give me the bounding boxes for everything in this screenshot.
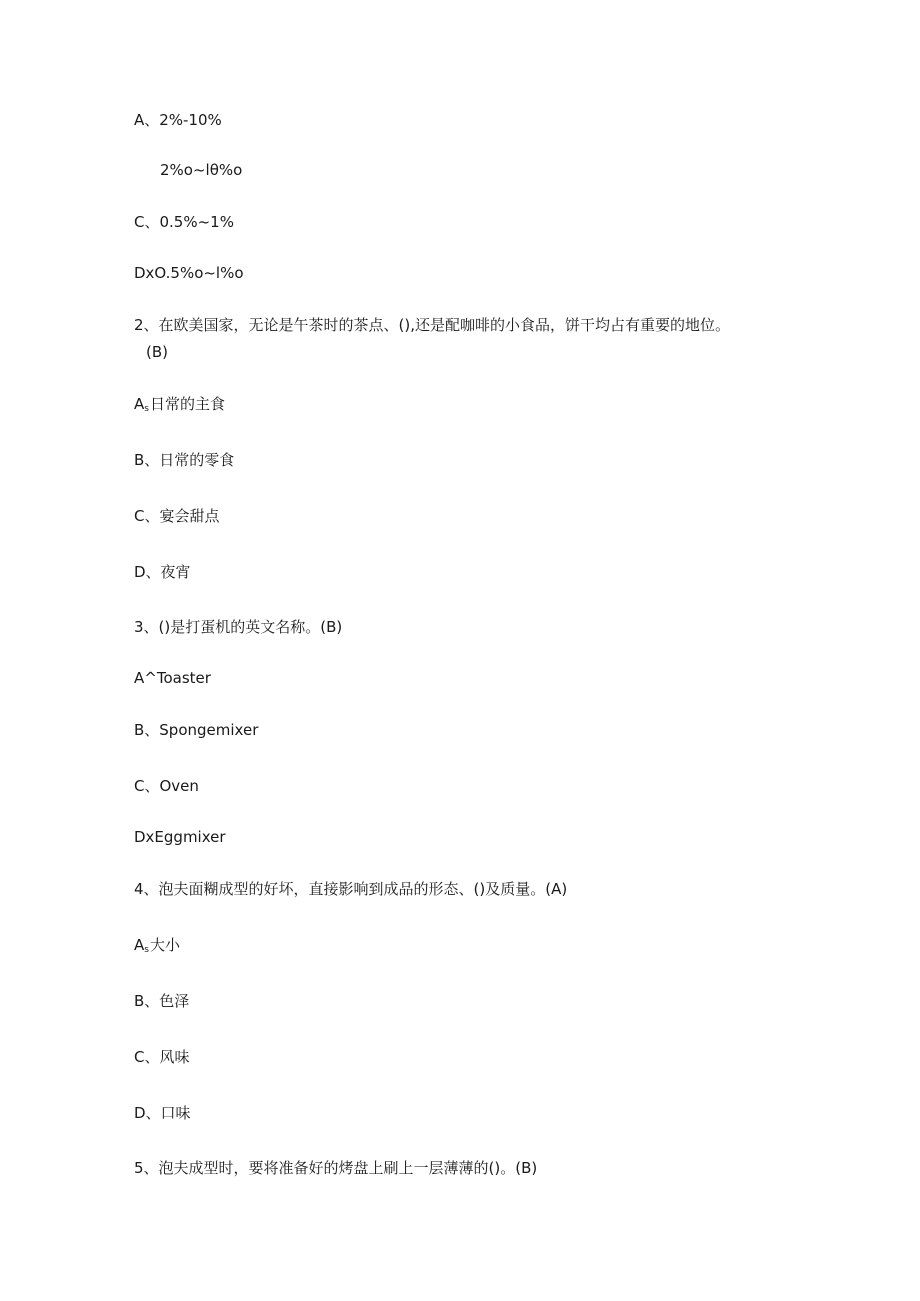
q3-option-d: DxEggmixer	[134, 828, 226, 846]
q1-option-c: C、0.5%~1%	[134, 213, 234, 231]
q2-option-a-prefix: A	[134, 395, 145, 413]
q2-option-a-sub: s	[144, 404, 149, 414]
q4-option-b: B、色泽	[134, 992, 190, 1010]
q1-option-b: 2%o~lθ%o	[160, 161, 243, 179]
q2-option-a	[134, 393, 225, 420]
q2-option-d: D、夜宵	[134, 563, 191, 581]
q4-option-a-sub: s	[144, 945, 149, 955]
q4-option-c: C、风味	[134, 1048, 190, 1066]
q3-stem: 3、()是打蛋机的英文名称。(B)	[134, 618, 343, 636]
q2-answer: (B)	[146, 343, 168, 361]
q3-option-c: C、Oven	[134, 777, 199, 795]
q4-option-a-prefix: A	[134, 936, 145, 954]
q4-option-a-text: 大小	[149, 936, 180, 954]
q2-option-c: C、宴会甜点	[134, 507, 220, 525]
q4-option-d: D、口味	[134, 1104, 191, 1122]
q1-option-d: DxO.5%o~l%o	[134, 264, 244, 282]
q3-option-a: A^Toaster	[134, 669, 211, 687]
q3-option-b: B、Spongemixer	[134, 721, 259, 739]
q2-stem: 2、在欧美国家，无论是午茶时的茶点、(),还是配咖啡的小食品，饼干均占有重要的地位。	[134, 316, 731, 334]
q5-stem: 5、泡夫成型时，要将准备好的烤盘上刷上一层薄薄的()。(B)	[134, 1159, 538, 1177]
q4-stem: 4、泡夫面糊成型的好坏，直接影响到成品的形态、()及质量。(A)	[134, 880, 568, 898]
q2-option-a-text: 日常的主食	[149, 395, 225, 413]
q4-option-a	[134, 934, 180, 961]
q2-option-b: B、日常的零食	[134, 451, 235, 469]
q1-option-a: A、2%-10%	[134, 111, 222, 129]
